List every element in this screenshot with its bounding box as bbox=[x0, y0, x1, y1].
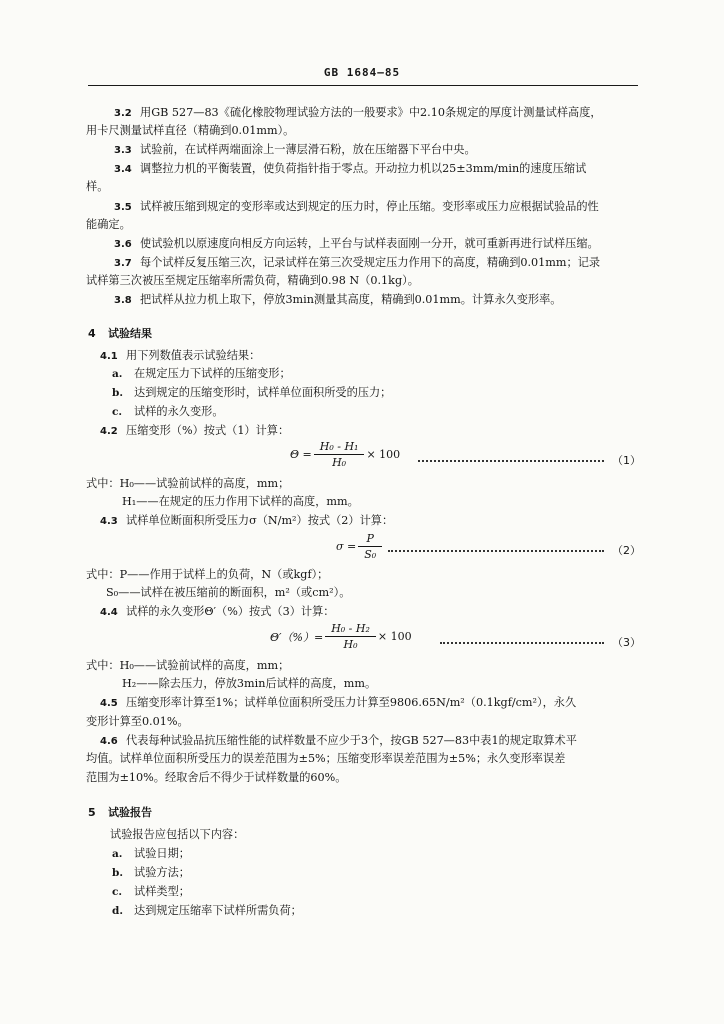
leader-dots bbox=[418, 460, 604, 462]
list-item: b. 试验方法； bbox=[112, 866, 190, 879]
eq1-where-2: H₁——在规定的压力作用下试样的高度，mm。 bbox=[122, 495, 359, 508]
clause-3-5-cont: 能确定。 bbox=[86, 218, 131, 231]
list-item: d. 达到规定压缩率下试样所需负荷； bbox=[112, 904, 302, 917]
equation-3: Θ′（%）= $\frac{\text{H₀ - H₂}}{\text{H₀}}$ × 100 bbox=[270, 622, 412, 651]
page-header: GB 1684—85 bbox=[323, 66, 401, 79]
clause-4-3: 4.3 试样单位断面积所受压力σ（N/m²）按式（2）计算： bbox=[100, 514, 394, 527]
clause-4-5-cont: 变形计算至0.01%。 bbox=[86, 715, 189, 728]
list-item: a. 试验日期； bbox=[112, 847, 190, 860]
equation-1: Θ = $\frac{\text{H₀ - H₁}}{\text{H₀}}$ × 100 bbox=[290, 440, 401, 469]
clause-3-2: 3.2 用GB 527—83《硫化橡胶物理试验方法的一般要求》中2.10条规定的厚度计测量试样高度， bbox=[114, 106, 602, 119]
clause-3-2-cont: 用卡尺测量试样直径（精确到0.01mm）。 bbox=[86, 124, 295, 137]
eq2-where-1: 式中：P——作用于试样上的负荷，N（或kgf）； bbox=[86, 568, 329, 581]
clause-3-7-cont: 试样第三次被压至规定压缩率所需负荷，精确到0.98 N（0.1kg）。 bbox=[86, 274, 419, 287]
leader-dots bbox=[388, 550, 604, 552]
section-4-heading: 4 试验结果 bbox=[88, 327, 152, 340]
clause-4-6: 4.6 代表每种试验品抗压缩性能的试样数量不应少于3个，按GB 527—83中表1的规定取算术平 bbox=[100, 734, 577, 747]
clause-4-5: 4.5 压缩变形率计算至1%；试样单位面积所受压力计算至9806.65N/m²（0.1kgf/cm²），永久 bbox=[100, 696, 577, 709]
clause-3-8: 3.8 把试样从拉力机上取下，停放3min测量其高度，精确到0.01mm。计算永久变形率。 bbox=[114, 293, 562, 306]
clause-3-4-cont: 样。 bbox=[86, 180, 109, 193]
equation-number-3: （3） bbox=[612, 636, 641, 649]
equation-number-2: （2） bbox=[612, 544, 641, 557]
clause-4-1: 4.1 用下列数值表示试验结果： bbox=[100, 349, 261, 362]
list-item: c. 试样类型； bbox=[112, 885, 190, 898]
clause-3-7: 3.7 每个试样反复压缩三次，记录试样在第三次受规定压力作用下的高度，精确到0.01mm；记录 bbox=[114, 256, 601, 269]
eq3-where-1: 式中：H₀——试验前试样的高度，mm； bbox=[86, 659, 290, 672]
header-rule bbox=[88, 85, 638, 86]
clause-4-4: 4.4 试样的永久变形Θ′（%）按式（3）计算： bbox=[100, 605, 335, 618]
equation-number-1: （1） bbox=[612, 454, 641, 467]
list-item: a. 在规定压力下试样的压缩变形； bbox=[112, 367, 291, 380]
clause-4-2: 4.2 压缩变形（%）按式（1）计算： bbox=[100, 424, 290, 437]
eq3-where-2: H₂——除去压力，停放3min后试样的高度，mm。 bbox=[122, 677, 377, 690]
section-5-intro: 试验报告应包括以下内容： bbox=[110, 828, 245, 841]
section-5-heading: 5 试验报告 bbox=[88, 806, 152, 819]
clause-3-5: 3.5 试样被压缩到规定的变形率或达到规定的压力时，停止压缩。变形率或压力应根据试验品的性 bbox=[114, 200, 599, 213]
clause-3-4: 3.4 调整拉力机的平衡装置，使负荷指针指于零点。开动拉力机以25±3mm/min的速度压缩试 bbox=[114, 162, 587, 175]
list-item: c. 试样的永久变形。 bbox=[112, 405, 224, 418]
leader-dots bbox=[440, 642, 604, 644]
list-item: b. 达到规定的压缩变形时，试样单位面积所受的压力； bbox=[112, 386, 392, 399]
clause-4-6-cont: 均值。试样单位面积所受压力的误差范围为±5%；压缩变形率误差范围为±5%；永久变形率误差 bbox=[86, 752, 566, 765]
eq1-where-1: 式中：H₀——试验前试样的高度，mm； bbox=[86, 477, 290, 490]
clause-3-6: 3.6 使试验机以原速度向相反方向运转，上平台与试样表面刚一分开，就可重新再进行试样压缩。 bbox=[114, 237, 599, 250]
clause-3-3: 3.3 试验前，在试样两端面涂上一薄层滑石粉，放在压缩器下平台中央。 bbox=[114, 143, 476, 156]
eq2-where-2: S₀——试样在被压缩前的断面积，m²（或cm²）。 bbox=[106, 586, 351, 599]
clause-4-6-cont: 范围为±10%。经取舍后不得少于试样数量的60%。 bbox=[86, 771, 347, 784]
equation-2: σ = $\frac{P}{\text{S₀}}$ bbox=[336, 532, 384, 561]
